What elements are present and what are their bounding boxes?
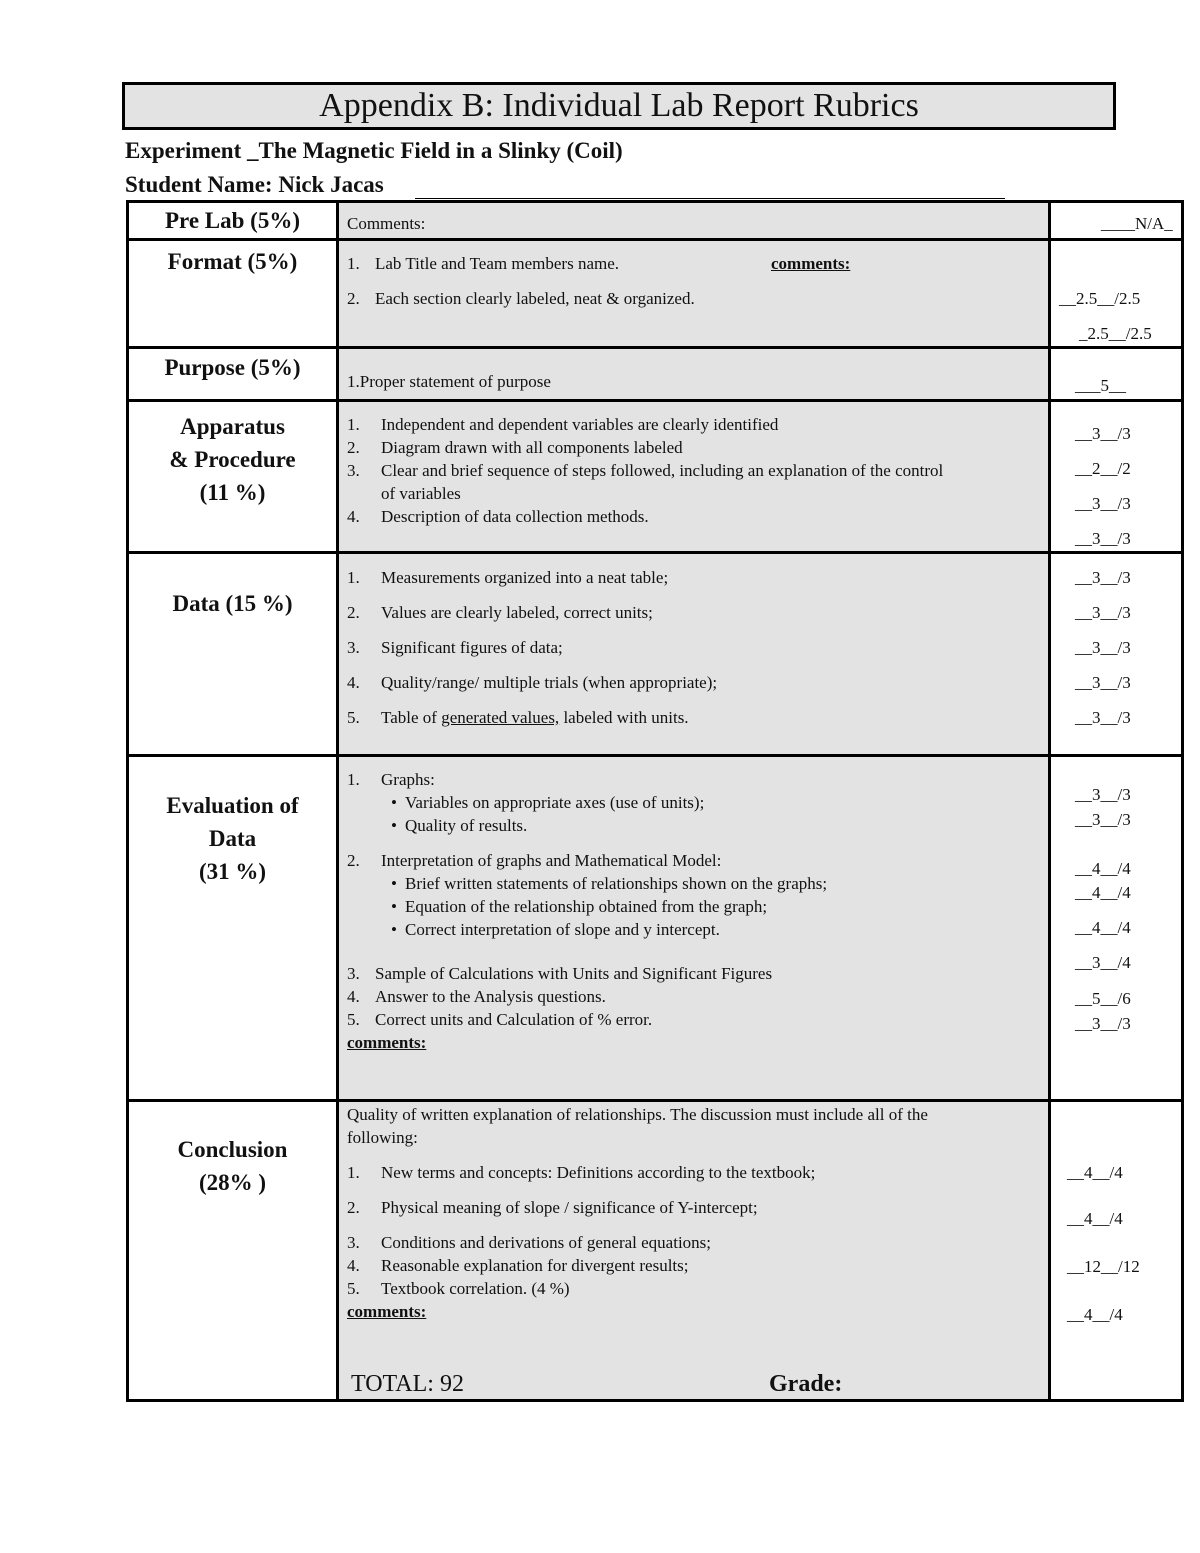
- conclusion-item-4: 4. Reasonable explanation for divergent results;: [347, 1256, 689, 1275]
- conclusion-comments-label: comments:: [347, 1302, 427, 1321]
- conclusion-score-3: __12__/12: [1067, 1257, 1140, 1276]
- conclusion-item-1: 1. New terms and concepts: Definitions according to the textbook;: [347, 1163, 816, 1182]
- format-category: Format (5%): [129, 241, 339, 346]
- data-item-5: 5. Table of generated values, labeled with units.: [347, 708, 689, 727]
- evaluation-bullet-2: • Quality of results.: [405, 815, 527, 837]
- data-item-4: 4. Quality/range/ multiple trials (when appropriate);: [347, 673, 718, 692]
- evaluation-bullet-3: • Brief written statements of relationships shown on the graphs;: [405, 873, 827, 895]
- conclusion-item-5: 5. Textbook correlation. (4 %): [347, 1279, 570, 1298]
- conclusion-item-2: 2. Physical meaning of slope / significance of Y-intercept;: [347, 1198, 758, 1217]
- purpose-category: Purpose (5%): [129, 349, 339, 399]
- conclusion-item-3: 3. Conditions and derivations of general equations;: [347, 1233, 712, 1252]
- format-item-1: 1. Lab Title and Team members name.: [347, 254, 620, 273]
- evaluation-desc: [339, 757, 1051, 1099]
- evaluation-comments-label: comments:: [347, 1033, 427, 1052]
- apparatus-score-3: __3__/3: [1075, 494, 1131, 513]
- total-score: TOTAL: 92: [351, 1371, 464, 1397]
- data-score-2: __3__/3: [1075, 603, 1131, 622]
- row-data: [129, 554, 1181, 757]
- conclusion-intro-1: Quality of written explanation of relationships. The discussion must include all of the: [347, 1105, 928, 1124]
- conclusion-score-1: __4__/4: [1067, 1163, 1123, 1182]
- evaluation-bullet-1: • Variables on appropriate axes (use of units);: [405, 792, 704, 814]
- name-underline: [415, 198, 1005, 199]
- evaluation-score-8: __3__/3: [1075, 1014, 1131, 1033]
- data-category: Data (15 %): [129, 554, 339, 754]
- grade-label: Grade:: [769, 1371, 843, 1397]
- format-score-cell: [1051, 241, 1181, 346]
- data-item-1: 1. Measurements organized into a neat table;: [347, 568, 669, 587]
- format-score-1: __2.5__/2.5: [1059, 289, 1141, 308]
- data-score-5: __3__/3: [1075, 708, 1131, 727]
- evaluation-score-6: __3__/4: [1075, 953, 1131, 972]
- evaluation-score-3: __4__/4: [1075, 859, 1131, 878]
- row-evaluation: [129, 757, 1181, 1102]
- apparatus-item-4: 4. Description of data collection methods.: [347, 507, 649, 526]
- page-title: Appendix B: Individual Lab Report Rubrics: [122, 82, 1116, 130]
- rubric-table: [126, 200, 1184, 1402]
- purpose-item: 1.Proper statement of purpose: [347, 372, 551, 391]
- conclusion-score-cell: [1051, 1102, 1181, 1399]
- data-score-cell: [1051, 554, 1181, 754]
- data-score-1: __3__/3: [1075, 568, 1131, 587]
- evaluation-score-7: __5__/6: [1075, 989, 1131, 1008]
- row-conclusion: [129, 1102, 1181, 1402]
- data-item-3: 3. Significant figures of data;: [347, 638, 563, 657]
- format-score-2: _2.5__/2.5: [1079, 324, 1152, 343]
- evaluation-score-1: __3__/3: [1075, 785, 1131, 804]
- conclusion-category: Conclusion (28% ): [129, 1102, 339, 1399]
- evaluation-item-4: 4. Answer to the Analysis questions.: [347, 987, 606, 1006]
- evaluation-bullet-4: • Equation of the relationship obtained from the graph;: [405, 896, 767, 918]
- conclusion-score-2: __4__/4: [1067, 1209, 1123, 1228]
- apparatus-item-3: 3. Clear and brief sequence of steps followed, including an explanation of the control: [347, 461, 944, 480]
- evaluation-score-4: __4__/4: [1075, 883, 1131, 902]
- apparatus-score-cell: [1051, 402, 1181, 551]
- prelab-category: Pre Lab (5%): [129, 203, 339, 238]
- conclusion-score-4: __4__/4: [1067, 1305, 1123, 1324]
- evaluation-bullet-5: • Correct interpretation of slope and y intercept.: [405, 919, 720, 941]
- prelab-score: ____N/A_: [1101, 214, 1173, 233]
- data-score-4: __3__/3: [1075, 673, 1131, 692]
- evaluation-item-2: 2. Interpretation of graphs and Mathematical Model:: [347, 851, 722, 870]
- format-desc: [339, 241, 1051, 346]
- evaluation-score-5: __4__/4: [1075, 918, 1131, 937]
- apparatus-score-4: __3__/3: [1075, 529, 1131, 548]
- experiment-line: Experiment _The Magnetic Field in a Slinky (Coil): [125, 138, 623, 163]
- data-desc: [339, 554, 1051, 754]
- purpose-desc: [339, 349, 1051, 399]
- row-apparatus: [129, 402, 1181, 554]
- apparatus-category: Apparatus & Procedure (11 %): [129, 402, 339, 551]
- row-format: [129, 241, 1181, 349]
- evaluation-item-1: 1. Graphs:: [347, 770, 435, 789]
- apparatus-item-2: 2. Diagram drawn with all components labeled: [347, 438, 683, 457]
- purpose-score: ___5__: [1075, 376, 1126, 395]
- prelab-score-cell: [1051, 203, 1181, 238]
- evaluation-item-3: 3. Sample of Calculations with Units and Significant Figures: [347, 964, 773, 983]
- evaluation-score-2: __3__/3: [1075, 810, 1131, 829]
- prelab-desc: [339, 203, 1051, 238]
- conclusion-intro-2: following:: [347, 1128, 418, 1147]
- data-score-3: __3__/3: [1075, 638, 1131, 657]
- prelab-comments-label: Comments:: [347, 214, 426, 233]
- evaluation-category: Evaluation of Data (31 %): [129, 757, 339, 1099]
- conclusion-desc: [339, 1102, 1051, 1399]
- apparatus-item-1: 1. Independent and dependent variables are clearly identified: [347, 415, 779, 434]
- apparatus-score-1: __3__/3: [1075, 424, 1131, 443]
- row-prelab: [129, 203, 1181, 241]
- purpose-score-cell: [1051, 349, 1181, 399]
- apparatus-item-3-cont: of variables: [381, 484, 461, 503]
- evaluation-item-5: 5. Correct units and Calculation of % error.: [347, 1010, 653, 1029]
- evaluation-score-cell: [1051, 757, 1181, 1099]
- format-comments-label: comments:: [771, 254, 851, 273]
- format-item-2: 2. Each section clearly labeled, neat & organized.: [347, 289, 695, 308]
- student-name-line: Student Name: Nick Jacas: [125, 172, 384, 197]
- apparatus-desc: [339, 402, 1051, 551]
- row-purpose: [129, 349, 1181, 402]
- data-item-2: 2. Values are clearly labeled, correct units;: [347, 603, 653, 622]
- apparatus-score-2: __2__/2: [1075, 459, 1131, 478]
